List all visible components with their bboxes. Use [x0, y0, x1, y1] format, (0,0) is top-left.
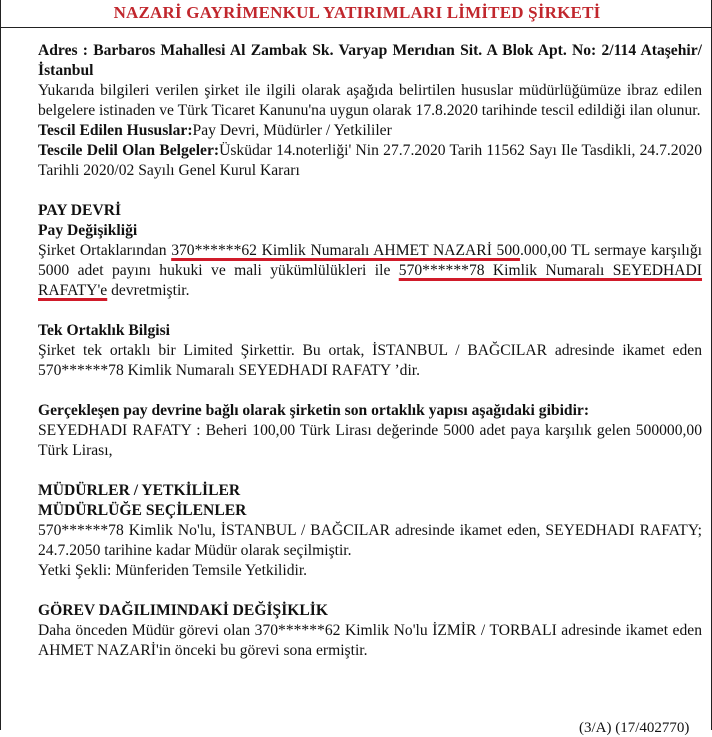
gazette-reference: (3/A) (17/402770) — [579, 720, 690, 736]
managers-heading: MÜDÜRLER / YETKİLİLER — [38, 482, 241, 499]
pay-devri-heading: PAY DEVRİ — [38, 202, 122, 219]
transferee-highlight: 570******78 Kimlik Numaralı SEYEDHADI RAFATY'e — [38, 262, 703, 299]
transferor-highlight: 370******62 Kimlik Numaralı AHMET NAZARİ 500 — [171, 242, 520, 259]
registered-label: Tescil Edilen Hususlar: — [38, 122, 193, 139]
share-transfer-text-2: .000,00 TL sermaye karşılığı 5000 adet payını hukuki ve mali yükümlülükleri ile — [38, 242, 702, 279]
registered-matters — [38, 121, 702, 141]
partnership-structure-heading: Gerçekleşen pay devrine bağlı olarak şirketin son ortaklık yapısı aşağıdaki gibidir: — [38, 402, 590, 419]
partnership-structure-text: SEYEDHADI RAFATY : Beheri 100,00 Türk Lirası değerinde 5000 adet paya karşılık gelen 500000,00 Türk Lirası, — [38, 422, 702, 459]
share-transfer-text-3: devretmiştir. — [107, 282, 190, 299]
duty-change-text: Daha önceden Müdür görevi olan 370******62 Kimlik No'lu İZMİR / TORBALI adresinde ikamet eden AHMET NAZARİ'in önceki bu görevi sona ermiştir. — [38, 622, 702, 659]
single-partner-heading: Tek Ortaklık Bilgisi — [38, 322, 171, 339]
title-divider — [1, 27, 712, 28]
authority-type: Yetki Şekli: Münferiden Temsile Yetkilidir. — [38, 562, 308, 579]
duty-change-heading: GÖREV DAĞILIMINDAKİ DEĞİŞİKLİK — [38, 602, 328, 619]
documents-value: Üsküdar 14.noterliği' Nin 27.7.2020 Tarih 11562 Sayı Ile Tasdikli, 24.7.2020 Tarihli 2020/02 Sayılı Genel Kurul Kararı — [38, 142, 702, 179]
managers-elected-text: 570******78 Kimlik No'lu, İSTANBUL / BAĞCILAR adresinde ikamet eden, SEYEDHADI RAFATY; 24.7.2050 tarihine kadar Müdür olarak seçilmiştir. — [38, 522, 702, 559]
address-line: Adres : Barbaros Mahallesi Al Zambak Sk. Varyap Merıdıan Sit. A Blok Apt. No: 2/114 Ataşehir/İstanbul — [38, 42, 702, 79]
single-partner-text: Şirket tek ortaklı bir Limited Şirkettir. Bu ortak, İSTANBUL / BAĞCILAR adresinde ikamet eden 570******78 Kimlik Numaralı SEYEDHADI RAFATY ’dir. — [38, 342, 702, 379]
supporting-documents — [38, 141, 702, 181]
announcement-body — [38, 41, 702, 661]
intro-paragraph: Yukarıda bilgileri verilen şirket ile ilgili olarak aşağıda belirtilen hususlar müdürlüğümüze ibraz edilen belgelere istinaden ve Türk Ticaret Kanunu'na uygun olarak 17.8.2020 tarihinde tescil edildiği ilan olunur. — [38, 82, 702, 119]
managers-elected-subheading: MÜDÜRLÜĞE SEÇİLENLER — [38, 502, 247, 519]
pay-degisikligi-subheading: Pay Değişikliği — [38, 222, 138, 239]
documents-label: Tescile Delil Olan Belgeler: — [38, 142, 220, 159]
company-title: NAZARİ GAYRİMENKUL YATIRIMLARI LİMİTED ŞİRKETİ — [113, 3, 601, 22]
registered-value: Pay Devri, Müdürler / Yetkililer — [192, 122, 392, 139]
share-transfer-paragraph — [38, 241, 702, 301]
share-transfer-text-1: Şirket Ortaklarından — [38, 242, 172, 259]
